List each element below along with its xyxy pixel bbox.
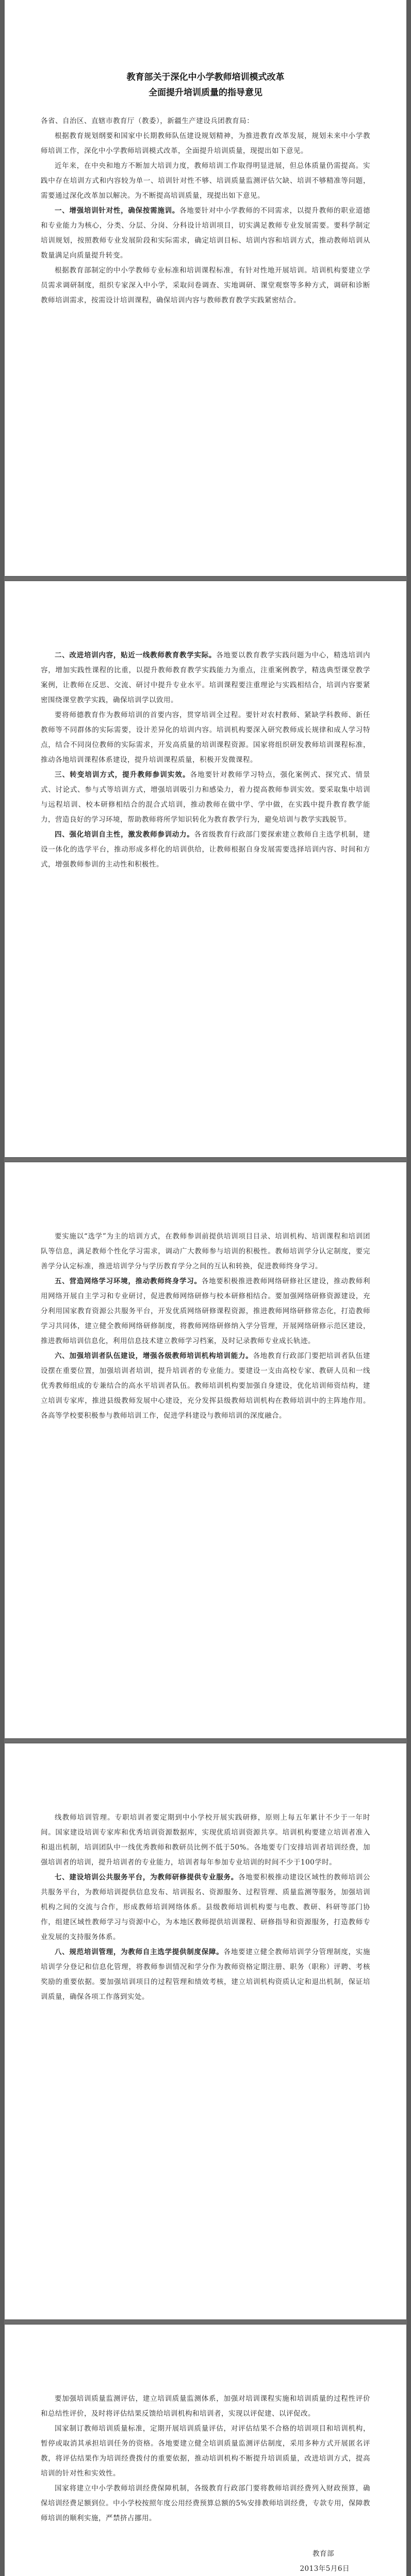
paragraph-text: 各省级教育行政部门要探索建立教师自主选学机制，建设一体化的选学平台，推动形成多样化的培训供给，让教师根据自身发展需要选择培训内容、时间和方式，增强教师参训的主动性和积极性。 <box>41 831 371 869</box>
paragraph <box>41 648 370 708</box>
paragraph <box>41 2481 370 2526</box>
document-page-3 <box>5 1162 406 1738</box>
signature-date: 2013年5月6日 <box>300 2565 350 2573</box>
page-1-body <box>41 114 370 308</box>
paragraph-text: 根据教育部制定的中小学教师专业标准和培训课程标准，有针对性地开展培训。培训机构要建立学员需求调研制度，组织专家深入中小学，采取问卷调查、实地调研、课堂观察等多种方式，调研和诊断教师培训需求，按需设计培训课程，确保培训内容与教师教育教学实践紧密结合。 <box>41 266 370 304</box>
paragraph <box>41 1945 370 2005</box>
paragraph <box>41 2392 370 2421</box>
section-heading: 五、营造网络学习环境，推动教师终身学习。 <box>55 1277 202 1285</box>
paragraph <box>41 1274 370 1349</box>
paragraph <box>41 1229 370 1274</box>
page-3-body <box>41 1229 370 1423</box>
paragraph <box>41 159 370 204</box>
paragraph-text: 各地教育行政部门要把培训者队伍建设摆在重要位置，加强培训者培训，提升培训者的专业能力。要建设一支由高校专家、教研人员和一线优秀教师组成的专兼结合的高水平培训者队伍。教师培训机构要加强自身建设，优化培训师资结构，建立培训专家库，推进县级教师发展中心建设，充分发挥县级教师培训机构在教师培训中的主阵地作用。各高等学校要积极参与教师培训工作，促进学科建设与教师培训的深度融合。 <box>41 1352 371 1420</box>
paragraph-text: 要实施以“选学”为主的培训方式，在教师参训前提供培训项目目录、培训机构、培训课程和培训团队等信息，满足教师个性化学习需求，调动广大教师参与培训的积极性。教师培训学分认定制度，要完善学分认定标准，推进培训学分与学历教育学分之间的互认和转换，促进教师终身学习。 <box>41 1232 370 1270</box>
paragraph <box>41 1349 370 1423</box>
section-heading: 四、强化培训自主性，激发教师参训动力。 <box>55 831 194 839</box>
paragraph-text: 各地要积极推进教师网络研修社区建设，推动教师利用网络开展自主学习和专业研讨，促进教师网络研修与校本研修相结合。要加强网络研修资源建设，充分利用国家教育资源公共服务平台，开发优质网络研修课程资源，推进教师网络研修常态化，打造教师学习共同体，建立健全教师网络研修制度，将教师网络研修纳入学分管理，开展网络研修示范区建设，推进教师培训信息化，利用信息技术建立教师学习档案，及时记录教师专业成长轨迹。 <box>41 1277 371 1345</box>
paragraph-text: 各地要建立健全教师培训学分管理制度，实施培训学分登记和信息化管理，将教师参训情况和学分作为教师资格定期注册、职务（职称）评聘、考核奖励的重要依据。要加强培训项目的过程管理和绩效考核，建立培训机构资质认定和退出机制，保证培训质量，确保各项工作落到实处。 <box>41 1948 371 2001</box>
signature-organization: 教育部 <box>313 2550 334 2558</box>
section-heading: 二、改进培训内容，贴近一线教师教育教学实际。 <box>55 651 217 659</box>
section-heading: 三、转变培训方式，提升教师参训实效。 <box>55 771 190 779</box>
paragraph <box>41 1870 370 1945</box>
viewer-left-edge <box>0 0 4 2576</box>
document-title-line-1: 教育部关于深化中小学教师培训模式改革 <box>126 72 285 82</box>
document-page-2 <box>5 581 406 1157</box>
paragraph <box>41 827 370 872</box>
document-page-1 <box>5 0 406 576</box>
paragraph-text: 线教师培训管理。专职培训者要定期到中小学校开展实践研修，原则上每五年累计不少于一年时间。国家建设培训专家库和优秀培训资源数据库，实现优质培训资源共享。培训机构要建立培训者准入和退出机制，培训团队中一线优秀教师和教研员比例不低于50%。各地要专门安排培训者培训经费，加强培训者的培训，提升培训者的专业能力，培训者每年参加专业培训的时间不少于100学时。 <box>41 1814 370 1867</box>
page-4-body <box>41 1810 370 2005</box>
paragraph-text: 根据教育规划纲要和国家中长期教师队伍建设规划精神，为推进教育改革发展，规划未来中小学教师培训工作，深化中小学教师培训模式改革，全面提升培训质量，现提出如下意见。 <box>41 132 370 155</box>
paragraph-text: 国家制订教师培训质量标准，定期开展培训质量评估，对评估结果不合格的培训项目和培训机构，暂停或取消其承担培训任务的资格。各地要建立健全培训质量监测评估制度，采用多种方式开展匿名评教，将评估结果作为培训经费拨付的重要依据，推动培训机构不断提升培训质量，改进培训方式，提高培训的针对性和实效性。 <box>41 2425 370 2478</box>
paragraph <box>41 129 370 159</box>
section-heading: 一、增强培训针对性，确保按需施训。 <box>55 207 180 215</box>
paragraph <box>41 263 370 308</box>
document-page-5 <box>5 2325 406 2576</box>
paragraph-text: 各地要以教育教学实践问题为中心，精选培训内容，增加实践性课程的比重，以提升教师教育教学实践能力为重点，注重案例教学，精选典型课堂教学案例，让教师在反思、交流、研讨中提升专业水平。培训课程要注重理论与实践相结合，培训内容要紧密围绕课堂教学实践，确保培训学以致用。 <box>41 651 371 704</box>
viewer-right-edge <box>407 0 411 2576</box>
paragraph <box>41 708 370 768</box>
paragraph <box>41 2421 370 2481</box>
paragraph-text: 各地要积极推动建设区域性的教师培训公共服务平台，为教师培训提供信息发布、培训报名、资源服务、过程管理、质量监测等服务，加强培训机构之间的交流与合作，形成教师培训网络体系。县级教师培训机构要与电教、教研、科研等部门协作，组建区域性教师学习与资源中心，为本地区教师提供培训课程、研修指导和资源服务，打造教师专业发展的支持服务体系。 <box>41 1873 371 1941</box>
paragraph-text: 要将师德教育作为教师培训的首要内容，贯穿培训全过程。要针对农村教师、紧缺学科教师、新任教师等不同群体的实际需要，设计差异化的培训内容。培训机构要深入研究教师成长规律和成人学习特点，结合不同岗位教师的实际需求，开发高质量的培训课程资源。国家将组织研发教师培训课程标准，推动各地培训课程体系建设，提升培训课程质量，积极开发微课程。 <box>41 711 370 764</box>
paragraph <box>41 768 370 827</box>
section-heading: 六、加强培训者队伍建设，增强各级教师培训机构培训能力。 <box>55 1352 253 1360</box>
paragraph-text: 国家将建立中小学教师培训经费保障机制，各级教育行政部门要将教师培训经费列入财政预算，确保培训经费足额到位。中小学校按照年度公用经费预算总额的5%安排教师培训经费，专款专用，保障教师培训的顺利实施，严禁挤占挪用。 <box>41 2484 370 2522</box>
paragraph <box>41 204 370 263</box>
paragraph-text: 各地要针对教师学习特点，强化案例式、探究式、情景式、讨论式、参与式等培训方式，增强培训吸引力和感染力，着力提高教师参训实效。要采取集中培训与远程培训、校本研修相结合的混合式培训，推动教师在做中学、学中做，在实践中提升教育教学能力，营造良好的学习环境，帮助教师将所学知识转化为教育教学行为，避免培训与教学实践脱节。 <box>41 771 371 824</box>
section-heading: 八、规范培训管理，为教师自主选学提供制度保障。 <box>55 1948 224 1956</box>
paragraph <box>41 114 370 129</box>
paragraph-text: 要加强培训质量监测评估，建立培训质量监测体系，加强对培训课程实施和培训质量的过程性评价和总结性评价，及时将评估结果反馈给培训机构和培训者，实现以评促建、以评促改。 <box>41 2395 370 2418</box>
page-2-body <box>41 648 370 872</box>
document-page-4 <box>5 1743 406 2319</box>
section-heading: 七、建设培训公共服务平台，为教师研修提供专业服务。 <box>55 1873 238 1882</box>
paragraph-text: 各地要针对中小学教师的不同需求，以提升教师的职业道德和专业能力为核心，分类、分层、分岗、分科设计培训项目，切实满足教师专业发展需要。要科学制定培训规划，按照教师专业发展阶段和实际需求，确定培训目标、培训内容和培训方式，推动教师培训从数量满足向质量提升转变。 <box>41 207 371 260</box>
page-5-body <box>41 2392 370 2526</box>
paragraph <box>41 1810 370 1870</box>
paragraph-text: 近年来，在中央和地方不断加大培训力度，教师培训工作取得明显进展，但总体质量仍需提高。实践中存在培训方式和内容较为单一、培训针对性不够、培训质量监测评估欠缺、培训不够精准等问题，需要通过深化改革加以解决。为不断提高培训质量，现提出如下意见。 <box>41 162 370 200</box>
document-title-line-2: 全面提升培训质量的指导意见 <box>149 88 262 98</box>
paragraph-text: 各省、自治区、直辖市教育厅（教委），新疆生产建设兵团教育局： <box>41 117 254 125</box>
